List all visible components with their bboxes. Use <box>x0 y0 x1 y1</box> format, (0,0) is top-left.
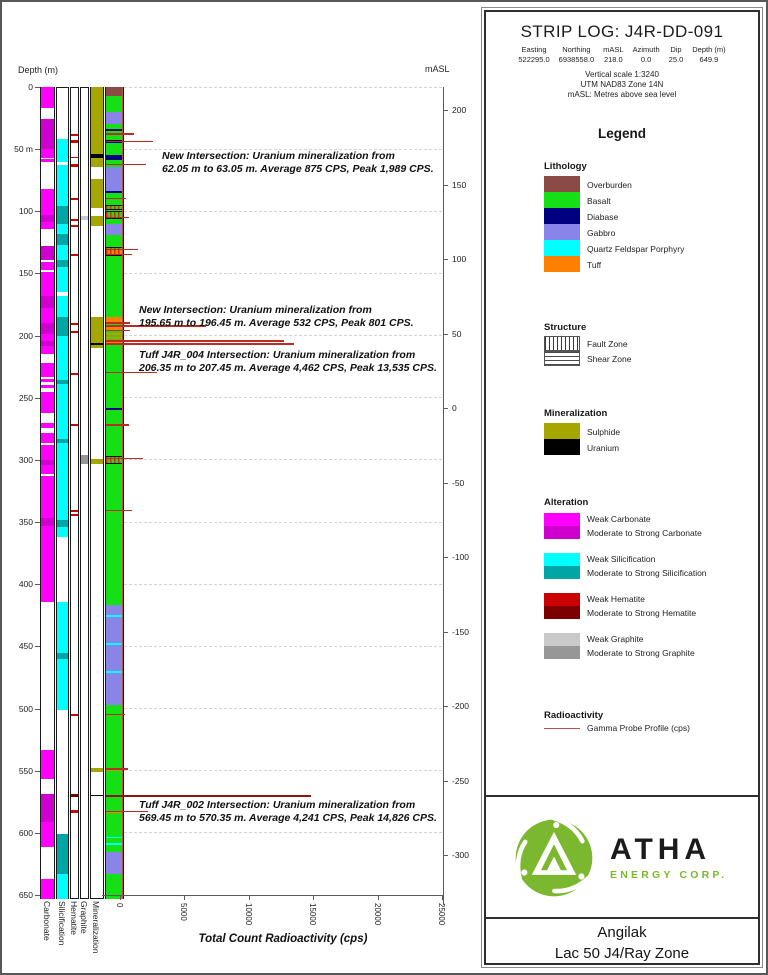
carbonate-interval <box>41 346 54 355</box>
column-label-hematite: Hematite <box>68 901 79 936</box>
masl-axis-label: mASL <box>425 64 450 74</box>
carbonate-interval <box>41 222 54 228</box>
legend-swatch <box>544 423 580 439</box>
lithology-interval <box>106 410 123 605</box>
lithology-interval <box>106 96 123 112</box>
lithology-interval <box>106 143 123 155</box>
intersection-annotation <box>162 150 434 175</box>
silicification-interval <box>57 527 68 537</box>
carbonate-interval <box>41 215 54 222</box>
x-tick-label: 20000 <box>372 903 382 926</box>
intersection-annotation <box>139 349 437 374</box>
gamma-spike <box>106 254 132 256</box>
carbonate-interval <box>41 323 54 334</box>
masl-tick-label: 50 <box>452 328 462 339</box>
gamma-spike <box>106 217 129 219</box>
legend-heading-alteration: Alteration <box>544 497 589 508</box>
masl-tick-label: 100 <box>452 254 467 264</box>
graphite-interval <box>81 455 88 464</box>
collar-field-value: 6938558.0 <box>558 54 595 64</box>
brand-text <box>610 835 727 881</box>
legend-swatch <box>544 439 580 455</box>
legend-heading-radioactivity: Radioactivity <box>544 710 604 721</box>
silicification-interval <box>57 659 68 710</box>
lithology-interval <box>106 843 123 845</box>
carbonate-interval <box>41 246 54 260</box>
legend-label: Fault Zone <box>587 339 628 349</box>
gamma-spike <box>106 322 130 324</box>
depth-tick-label: 50 m <box>14 144 33 155</box>
scale-note: Vertical scale 1:3240 <box>585 70 659 79</box>
legend-label: Weak Hematite <box>587 594 645 604</box>
masl-tick-label: -50 <box>452 477 465 488</box>
graphite-interval <box>81 216 88 220</box>
carbonate-interval <box>41 526 54 602</box>
legend-pattern-shear <box>544 351 580 366</box>
project-name: Angilak <box>597 924 647 941</box>
gamma-spike <box>106 768 128 770</box>
hematite-interval <box>71 794 78 796</box>
depth-tick-label: 250 <box>18 392 33 403</box>
collar-field-label: Dip <box>670 45 682 54</box>
masl-tick-mark <box>443 334 448 335</box>
legend-label: Basalt <box>587 196 611 206</box>
gamma-spike <box>106 330 130 332</box>
intersection-annotation <box>139 799 437 824</box>
legend-label: Moderate to Strong Graphite <box>587 648 695 658</box>
mineralization-interval <box>91 87 103 154</box>
hematite-interval <box>71 714 78 716</box>
depth-tick-label: 300 <box>18 454 33 465</box>
carbonate-interval <box>41 433 54 443</box>
legend-label: Sulphide <box>587 427 621 437</box>
collar-field-label: Easting <box>521 45 547 54</box>
legend-title: Legend <box>597 126 646 141</box>
silicification-interval <box>57 165 68 206</box>
silicification-interval <box>57 224 68 234</box>
legend-swatch-strong <box>544 606 580 619</box>
hematite-interval <box>71 198 78 200</box>
x-tick-label: 15000 <box>308 903 318 926</box>
depth-tick-label: 650 <box>18 890 33 900</box>
carbonate-interval <box>41 423 54 428</box>
hematite-interval <box>71 225 78 227</box>
legend-swatch-strong <box>544 566 580 579</box>
utm-note: UTM NAD83 Zone 14N <box>580 80 664 89</box>
gamma-spike <box>106 133 134 135</box>
silicification-interval <box>57 443 68 520</box>
x-tick-label: 5000 <box>179 903 189 921</box>
hematite-column <box>70 87 79 899</box>
hematite-interval <box>71 424 78 426</box>
hematite-interval <box>71 323 78 325</box>
graphite-column <box>80 87 89 899</box>
carbonate-interval <box>41 445 54 460</box>
gamma-spike <box>106 458 143 460</box>
carbonate-interval <box>41 262 54 269</box>
depth-gridline <box>124 211 442 212</box>
x-tick-mark <box>378 895 379 900</box>
lithology-interval <box>106 112 123 124</box>
depth-gridline <box>124 87 442 88</box>
carbonate-interval <box>41 794 54 821</box>
masl-tick-mark <box>443 781 448 782</box>
title-block-divider <box>486 917 758 919</box>
collar-field-value: 522295.0 <box>518 54 550 64</box>
legend-swatch <box>544 176 580 192</box>
strip-log-title: STRIP LOG: J4R-DD-091 <box>520 22 724 41</box>
chart-layers <box>2 2 482 975</box>
legend-swatch-weak <box>544 593 580 606</box>
annotation-line: 569.45 m to 570.35 m. Average 4,241 CPS, Peak 14,826 CPS. <box>139 811 437 824</box>
hematite-interval <box>71 140 78 142</box>
gamma-profile-baseline <box>122 87 123 899</box>
masl-tick-mark <box>443 855 448 856</box>
annotation-line: 62.05 m to 63.05 m. Average 875 CPS, Peak 1,989 CPS. <box>162 162 434 175</box>
strip-log-chart <box>2 2 482 975</box>
gamma-spike <box>106 141 153 143</box>
annotation-line: New Intersection: Uranium mineralization from <box>162 150 395 162</box>
mineralization-interval <box>91 343 103 345</box>
masl-axis-line <box>443 87 444 905</box>
masl-tick-mark <box>443 259 448 260</box>
masl-tick-mark <box>443 185 448 186</box>
lithology-interval <box>106 167 123 192</box>
zone-name: Lac 50 J4/Ray Zone <box>554 945 690 962</box>
carbonate-interval <box>41 822 54 847</box>
carbonate-interval <box>41 476 54 518</box>
carbonate-interval <box>41 308 54 323</box>
gamma-spike <box>106 340 284 342</box>
hematite-interval <box>71 157 78 159</box>
carbonate-interval <box>41 518 54 525</box>
x-tick-label: 0 <box>115 903 124 908</box>
gamma-spike <box>106 164 146 166</box>
lithology-interval <box>106 344 123 408</box>
depth-tick-label: 600 <box>18 827 33 838</box>
collar-field-label: Northing <box>562 45 591 54</box>
legend-label: Gamma Probe Profile (cps) <box>587 723 690 733</box>
legend-label: Overburden <box>587 180 632 190</box>
carbonate-interval <box>41 189 54 215</box>
depth-gridline <box>124 335 442 336</box>
mineralization-interval <box>91 795 103 796</box>
annotation-line: 195.65 m to 196.45 m. Average 532 CPS, Peak 801 CPS. <box>139 316 414 329</box>
legend-swatch <box>544 208 580 224</box>
collar-field-value: 25.0 <box>668 54 684 64</box>
legend-label: Weak Silicification <box>587 554 656 564</box>
carbonate-interval <box>41 750 54 780</box>
depth-gridline <box>124 708 442 709</box>
masl-note: mASL: Metres above sea level <box>567 90 677 99</box>
masl-tick-label: 200 <box>452 105 467 115</box>
intersection-annotation <box>139 304 414 329</box>
depth-tick-label: 0 <box>28 82 33 92</box>
collar-field-value: 649.9 <box>699 54 719 64</box>
legend-heading-structure: Structure <box>544 322 587 333</box>
collar-field-label: mASL <box>603 45 624 54</box>
annotation-line: 206.35 m to 207.45 m. Average 4,462 CPS, Peak 13,535 CPS. <box>139 361 437 374</box>
gamma-spike <box>106 424 129 426</box>
silicification-interval <box>57 245 68 260</box>
silicification-interval <box>57 317 68 336</box>
legend-label: Shear Zone <box>587 354 632 364</box>
depth-gridline <box>124 832 442 833</box>
lithology-interval <box>106 771 123 795</box>
masl-tick-label: -250 <box>452 775 470 786</box>
gamma-spike <box>106 714 125 716</box>
hematite-interval <box>71 514 78 516</box>
depth-tick-label: 350 <box>18 517 33 528</box>
legend-swatch-strong <box>544 646 580 659</box>
masl-tick-label: -300 <box>452 850 470 860</box>
collar-field-label: Depth (m) <box>692 45 726 54</box>
masl-tick-label: -200 <box>452 701 470 711</box>
x-tick-mark <box>184 895 185 900</box>
column-label-graphite: Graphite <box>78 901 89 934</box>
x-tick-label: 10000 <box>243 903 253 926</box>
annotation-line: New Intersection: Uranium mineralization from <box>139 304 372 316</box>
x-tick-mark <box>120 895 121 900</box>
mineralization-interval <box>91 158 103 167</box>
legend-label: Diabase <box>587 212 619 222</box>
gamma-spike <box>106 795 311 797</box>
legend-swatch-weak <box>544 633 580 646</box>
lithology-interval <box>106 837 123 839</box>
hematite-interval <box>71 373 78 375</box>
carbonate-interval <box>41 159 54 161</box>
mineralization-interval <box>91 459 103 464</box>
masl-tick-label: -150 <box>452 626 470 637</box>
mineralization-interval <box>91 768 103 772</box>
gamma-spike <box>106 510 132 512</box>
logo-divider <box>486 795 758 797</box>
legend-label: Quartz Feldspar Porphyry <box>587 244 685 254</box>
depth-tick-label: 500 <box>18 703 33 714</box>
carbonate-interval <box>41 149 54 158</box>
hematite-interval <box>71 164 78 166</box>
collar-field-value: 218.0 <box>603 54 623 64</box>
carbonate-interval <box>41 363 54 377</box>
carbonate-interval <box>41 119 54 149</box>
depth-gridline <box>124 397 442 398</box>
legend-heading-lithology: Lithology <box>544 161 587 172</box>
masl-tick-mark <box>443 408 448 409</box>
x-tick-mark <box>442 895 443 900</box>
carbonate-interval <box>41 379 54 381</box>
legend-label: Uranium <box>587 443 620 453</box>
carbonate-interval <box>41 465 54 474</box>
gamma-spike <box>106 249 138 251</box>
depth-gridline <box>124 584 442 585</box>
column-label-carbonate: Carbonate <box>41 901 52 941</box>
legend-swatch <box>544 224 580 240</box>
depth-gridline <box>124 770 442 771</box>
depth-tick-label: 400 <box>18 579 33 590</box>
hematite-interval <box>71 510 78 512</box>
brand-sub: ENERGY CORP. <box>610 869 728 881</box>
mineralization-interval <box>91 179 103 208</box>
depth-tick-label: 550 <box>18 765 33 776</box>
legend-label: Moderate to Strong Silicification <box>587 568 707 578</box>
column-label-silicification: Silicification <box>56 901 67 946</box>
depth-gridline <box>124 459 442 460</box>
silicification-interval <box>57 260 68 267</box>
collar-field-label: Azimuth <box>632 45 660 54</box>
legend-heading-mineralization: Mineralization <box>544 408 608 419</box>
silicification-interval <box>57 520 68 527</box>
silicification-interval <box>57 296 68 317</box>
annotation-line: Tuff J4R_002 Intersection: Uranium mineralization from <box>139 799 416 811</box>
lithology-interval <box>106 615 123 617</box>
column-label-mineralization: Mineralization <box>91 901 101 954</box>
silicification-interval <box>57 336 68 381</box>
lithology-interval <box>106 852 123 874</box>
x-tick-mark <box>249 895 250 900</box>
silicification-interval <box>57 206 68 223</box>
silicification-interval <box>57 834 68 874</box>
legend-label: Gabbro <box>587 228 616 238</box>
masl-tick-mark <box>443 483 448 484</box>
silicification-interval <box>57 874 68 899</box>
legend-swatch <box>544 256 580 272</box>
lithology-interval <box>106 605 123 704</box>
depth-tick-label: 200 <box>18 330 33 341</box>
carbonate-interval <box>41 392 54 413</box>
depth-gridline <box>124 646 442 647</box>
carbonate-interval <box>41 385 54 387</box>
hematite-interval <box>71 134 78 136</box>
atha-logo-icon <box>508 812 600 904</box>
silicification-interval <box>57 384 68 439</box>
legend-swatch-strong <box>544 526 580 539</box>
x-axis-title: Total Count Radioactivity (cps) <box>198 933 368 945</box>
hematite-interval <box>71 219 78 221</box>
silicification-interval <box>57 267 68 292</box>
depth-axis-label: Depth (m) <box>18 65 59 75</box>
masl-tick-label: -100 <box>452 552 470 562</box>
silicification-interval <box>57 234 68 245</box>
x-tick-mark <box>313 895 314 900</box>
silicification-interval <box>57 602 68 653</box>
x-tick-label: 25000 <box>437 903 446 926</box>
legend-swatch-weak <box>544 553 580 566</box>
carbonate-interval <box>41 879 54 899</box>
masl-tick-mark <box>443 110 448 111</box>
legend-swatch <box>544 192 580 208</box>
depth-tick-label: 100 <box>18 206 33 217</box>
masl-tick-mark <box>443 632 448 633</box>
hematite-interval <box>71 810 78 812</box>
mineralization-interval <box>91 216 103 226</box>
company-logo <box>508 804 740 912</box>
hematite-interval <box>71 331 78 333</box>
masl-tick-mark <box>443 706 448 707</box>
lithology-interval <box>106 254 123 317</box>
carbonate-interval <box>41 296 54 308</box>
gamma-spike <box>106 198 126 200</box>
collar-field-value: 0.0 <box>640 54 652 64</box>
legend-swatch-weak <box>544 513 580 526</box>
brand-name: ATHA <box>610 833 712 866</box>
masl-tick-label: 0 <box>452 403 457 413</box>
legend-pattern-fault <box>544 336 580 351</box>
depth-tick-label: 150 <box>18 268 33 279</box>
lithology-interval <box>106 643 123 645</box>
mineralization-column <box>90 87 104 899</box>
silicification-interval <box>57 139 68 161</box>
carbonate-interval <box>41 272 54 296</box>
hematite-interval <box>71 254 78 256</box>
gamma-spike <box>106 343 294 345</box>
masl-tick-mark <box>443 557 448 558</box>
legend-label: Weak Graphite <box>587 634 644 644</box>
gamma-line-swatch <box>544 728 580 729</box>
legend-label: Moderate to Strong Hematite <box>587 608 697 618</box>
legend-swatch <box>544 240 580 256</box>
x-axis-line <box>102 895 443 896</box>
legend-label: Weak Carbonate <box>587 514 651 524</box>
legend-label: Tuff <box>587 260 602 270</box>
info-panel <box>484 10 760 965</box>
annotation-line: Tuff J4R_004 Intersection: Uranium mineralization from <box>139 349 416 361</box>
lithology-interval <box>106 87 123 96</box>
lithology-interval <box>106 224 123 235</box>
carbonate-interval <box>41 87 54 108</box>
lithology-interval <box>106 671 123 673</box>
legend-label: Moderate to Strong Carbonate <box>587 528 702 538</box>
depth-gridline <box>124 522 442 523</box>
depth-tick-label: 450 <box>18 641 33 652</box>
masl-tick-label: 150 <box>452 179 467 190</box>
depth-gridline <box>124 273 442 274</box>
